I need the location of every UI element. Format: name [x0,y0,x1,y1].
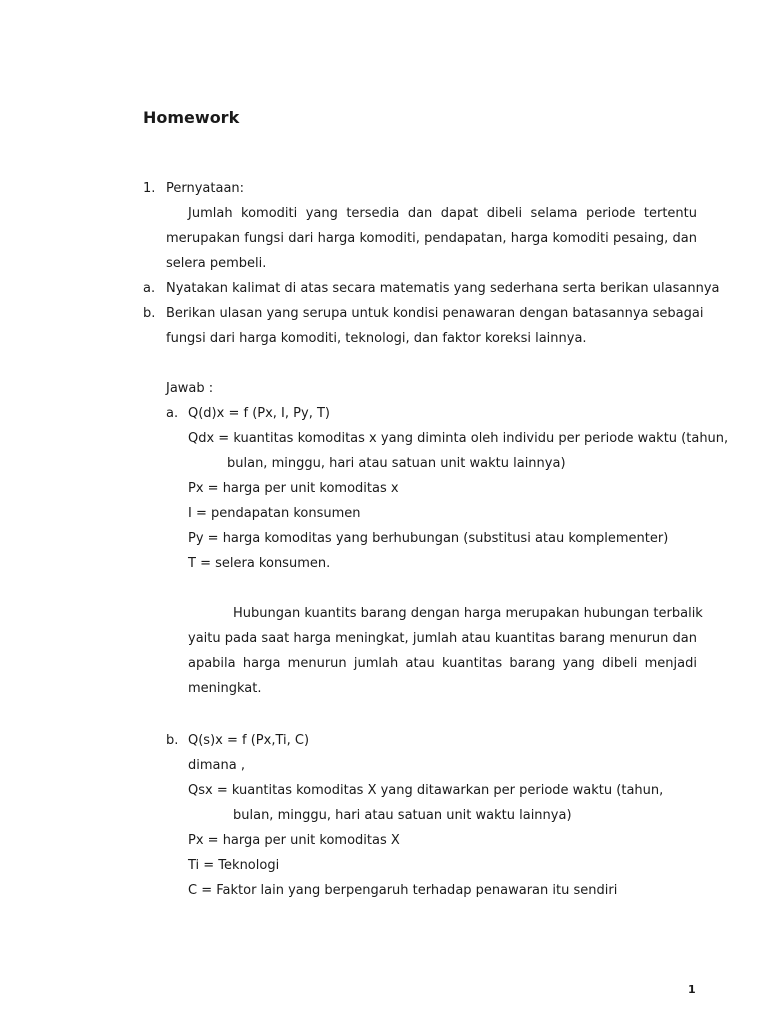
ti-definition: Ti = Teknologi [188,858,280,873]
qsx-definition-line-2: bulan, minggu, hari atau satuan unit waktu lainnya) [233,808,572,823]
answer-a-marker: a. [166,406,179,421]
explanation-line-3: apabila harga menurun jumlah atau kuantitas barang yang dibeli menjadi [188,656,697,671]
page-number: 1 [688,983,696,996]
statement-line-1: Jumlah komoditi yang tersedia dan dapat dibeli selama periode tertentu [188,206,697,221]
page-title: Homework [143,108,240,127]
task-a-marker: a. [143,281,156,296]
answer-b-marker: b. [166,733,179,748]
question-label: Pernyataan: [166,181,245,196]
task-a-text: Nyatakan kalimat di atas secara matematis yang sederhana serta berikan ulasannya [166,281,720,296]
qsx-definition-line-1: Qsx = kuantitas komoditas X yang ditawarkan per periode waktu (tahun, [188,783,664,798]
statement-line-2: merupakan fungsi dari harga komoditi, pendapatan, harga komoditi pesaing, dan [166,231,697,246]
px-supply-definition: Px = harga per unit komoditas X [188,833,400,848]
c-definition: C = Faktor lain yang berpengaruh terhadap penawaran itu sendiri [188,883,618,898]
task-b-line-1: Berikan ulasan yang serupa untuk kondisi penawaran dengan batasannya sebagai [166,306,704,321]
qdx-definition-line-1: Qdx = kuantitas komoditas x yang diminta oleh individu per periode waktu (tahun, [188,431,729,446]
statement-line-3: selera pembeli. [166,256,267,271]
px-definition: Px = harga per unit komoditas x [188,481,399,496]
t-definition: T = selera konsumen. [188,556,331,571]
dimana-label: dimana , [188,758,245,773]
answer-label: Jawab : [166,381,214,396]
i-definition: I = pendapatan konsumen [188,506,361,521]
answer-b-formula: Q(s)x = f (Px,Ti, C) [188,733,310,748]
explanation-line-2: yaitu pada saat harga meningkat, jumlah atau kuantitas barang menurun dan [188,631,697,646]
answer-a-formula: Q(d)x = f (Px, I, Py, T) [188,406,330,421]
explanation-line-4: meningkat. [188,681,262,696]
task-b-marker: b. [143,306,156,321]
question-number: 1. [143,181,156,196]
py-definition: Py = harga komoditas yang berhubungan (substitusi atau komplementer) [188,531,669,546]
explanation-line-1: Hubungan kuantits barang dengan harga merupakan hubungan terbalik [233,606,703,621]
qdx-definition-line-2: bulan, minggu, hari atau satuan unit waktu lainnya) [227,456,566,471]
task-b-line-2: fungsi dari harga komoditi, teknologi, dan faktor koreksi lainnya. [166,331,587,346]
